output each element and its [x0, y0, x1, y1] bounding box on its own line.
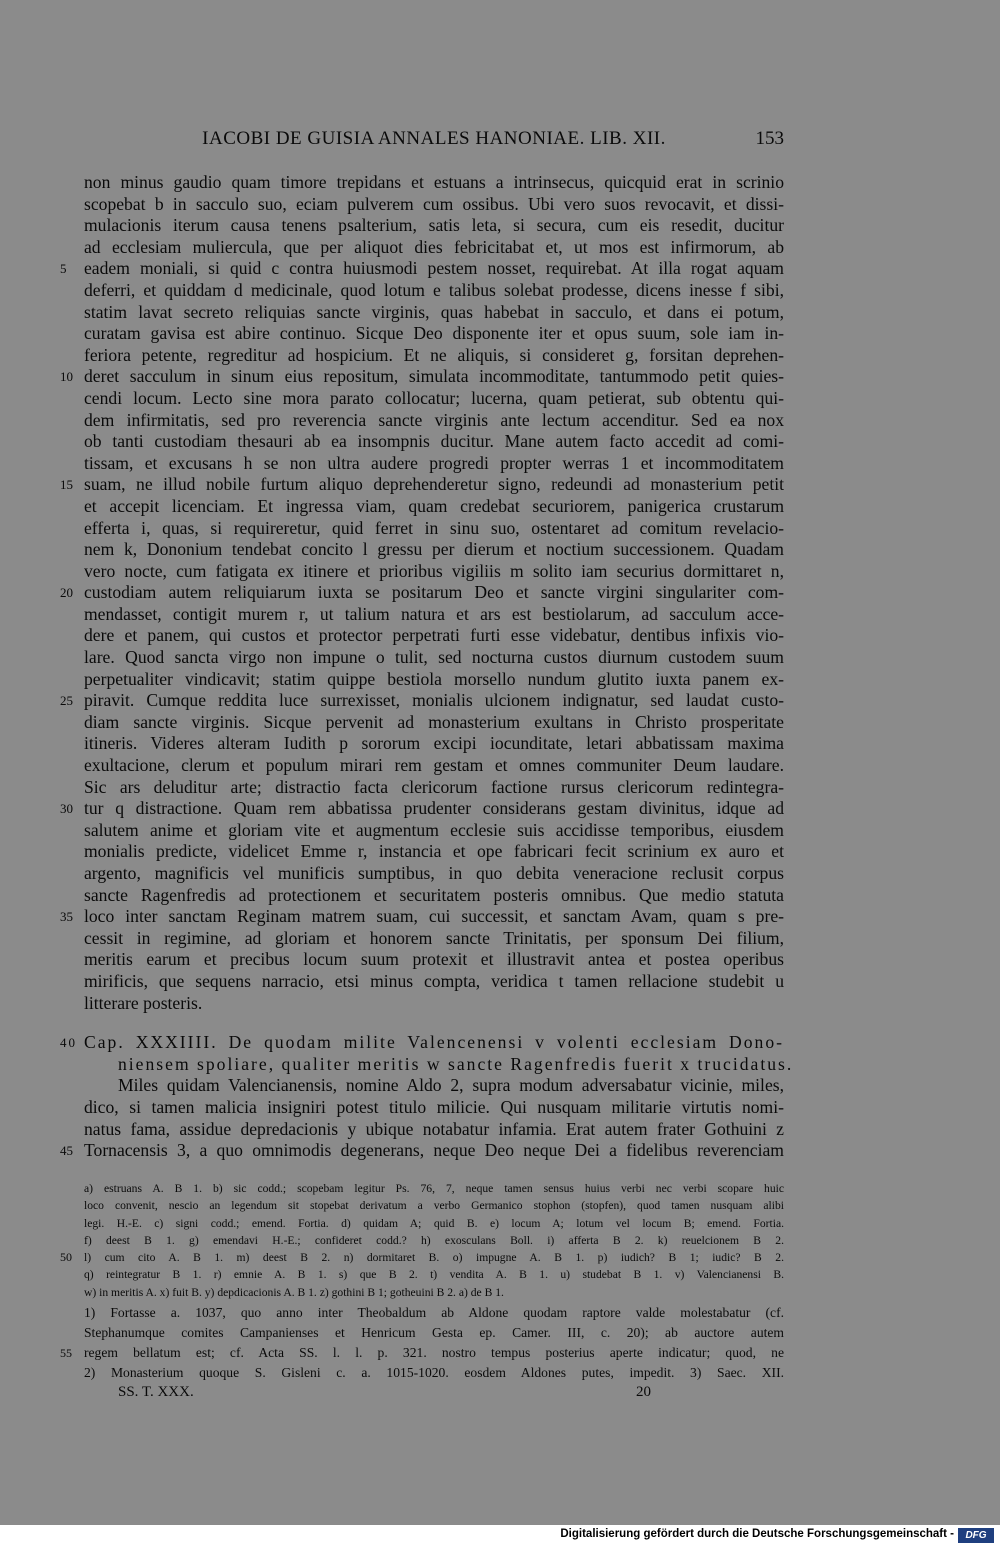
chapter-line: niensem spoliare, qualiter meritis w sancte Ragenfredis fuerit x trucidatus.: [118, 1053, 794, 1074]
text-line: non minus gaudio quam timore trepidans et estuans a intrinsecus, quicquid erat in scrinio: [84, 172, 784, 192]
text-line: meritis earum et precibus locum suum protexit et illustravit antea et postea operibus: [84, 949, 784, 970]
sheet-number: 20: [636, 1384, 651, 1400]
section-gap: [84, 1014, 784, 1032]
text-line: sancte Ragenfredis ad protectionem et securitatem posteris omnibus. Que medio statuta: [84, 884, 784, 905]
text-line: itineris. Videres alteram Iudith p sororum excipi iocunditate, letari abbatissam maxima: [84, 733, 784, 754]
apparatus-line: f) deest B 1. g) emendavi H.-E.; confideret codd.? h) exosculans Boll. i) afferta B 2. k) reuelcionem B 2.: [84, 1233, 784, 1247]
chapter-line: Miles quidam Valencianensis, nomine Aldo 2, supra modum adversabatur vicinie, miles,: [118, 1075, 784, 1096]
text-line: custodiam autem reliquiarum iuxta se positarum Deo et sancte virgini singulariter com- 20: [60, 582, 784, 603]
text-line: perpetualiter vindicavit; statim quippe bestiola morsello nundum glutito iuxta panem ex-: [84, 668, 784, 689]
text-line: feriora petente, regreditur ad hospicium. Et ne aliquis, si consideret g, forsitan deprehen-: [84, 344, 784, 365]
text-line: ad ecclesiam muliercula, que per aliquot dies febricitabat et, ut mos est infirmorum, ab: [84, 236, 784, 257]
chapter-line: Tornacensis 3, a quo omnimodis degenerans, neque Deo neque Dei a fidelibus reverenciam 45: [60, 1140, 784, 1161]
text-line: curatam gavisa est abire continuo. Sicque Deo disponente iter et opus suum, sole iam in-: [84, 323, 784, 344]
footnotes: [60, 1303, 784, 1383]
text-line: lare. Quod sancta virgo non impune o tulit, sed nocturna custos diurnum custodem suum: [84, 647, 784, 668]
apparatus-line: a) estruans A. B 1. b) sic codd.; scopebam legitur Ps. 76, 7, neque tamen sensus huius verbi nec verbi scopare huic: [84, 1182, 784, 1195]
line-number: 5: [60, 261, 67, 277]
text-line: dem infirmitatis, sed pro reverencia sancte virginis ante lectum accenditur. Sed ea nox: [84, 409, 784, 430]
line-number: 20: [60, 585, 73, 601]
line-number: 50: [60, 1250, 72, 1265]
line-number: 30: [60, 801, 73, 817]
text-line: efferta i, quas, si requireretur, quid ferret in sinu suo, ostentaret ad comitum revelacio-: [84, 517, 784, 538]
footnote-line: 2) Monasterium quoque S. Gisleni c. a. 1015-1020. eosdem Aldones putes, impedit. 3) Saec. XII.: [84, 1365, 784, 1380]
footnote-line: Stephanumque comites Campanienses et Henricum Gesta ep. Camer. III, c. 20); ab auctore autem: [84, 1325, 784, 1340]
text-line: tur q distractione. Quam rem abbatissa prudenter considerans gestam divinitus, idque ad 30: [60, 798, 784, 819]
apparatus-line: l) cum cito A. B 1. m) deest B 2. n) dormitaret B. o) impugne A. B 1. p) iudich? B 1; iudic? B 2. 50: [84, 1249, 784, 1266]
line-number: 55: [60, 1346, 72, 1360]
text-line: dere et panem, qui custos et protector perpetrati furti esse videbatur, dentibus infixis vio-: [84, 625, 784, 646]
text-line: litterare posteris.: [84, 992, 203, 1013]
text-line: tissam, et excusans h se non ultra audere progredi propter werras 1 et incommoditatem: [84, 452, 784, 473]
text-line: et accepit licenciam. Et ingressa viam, quam credebat securiorem, panigerica crustarum: [84, 495, 784, 516]
text-line: cendi locum. Lecto sine mora parato collocatur; lucerna, quam petierat, sub obtentu qui-: [84, 387, 784, 408]
chapter-line: dico, si tamen malicia insigniri potest titulo milicie. Qui nusquam militarie virtutis nomi-: [84, 1096, 784, 1117]
line-number: 40: [60, 1035, 77, 1051]
text-line: deret sacculum in sinum eius repositum, simulata incommoditate, tantummodo petit quies- 10: [60, 366, 784, 387]
text-line: salutem anime et gloriam vite et augmentum ecclesie suis accidisse temporibus, eiusdem: [84, 819, 784, 840]
text-line: cessit in regimine, ad gloriam et honorem sancte Trinitatis, per sponsum Dei filium,: [84, 927, 784, 948]
footnote-line: regem bellatum est; cf. Acta SS. l. l. p. 321. nostro tempus posterius aperte indicatur; quod, ne 55: [84, 1343, 784, 1363]
line-number: 10: [60, 369, 73, 385]
digitization-footer: [0, 1525, 1000, 1547]
text-line: suam, ne illud nobile furtum aliquo deprehenderetur signo, redeundi ad monasterium petit 15: [60, 474, 784, 495]
text-line: exultacione, clerum et populum mirari rem gestam et omnes communiter Deum laudare.: [84, 755, 784, 776]
line-number: 25: [60, 693, 73, 709]
text-line: Sic ars deluditur arte; distractio facta clericorum factione rursus clericorum redintegra-: [84, 776, 784, 797]
text-line: statim lavat secreto reliquias sancte virginis, quas habebat in sacculo, et dans ei potum,: [84, 301, 784, 322]
text-line: argento, magnificis vel munificis sumptibus, in quo debita veneracione reclusit corpus: [84, 863, 784, 883]
text-line: mendasset, contigit murem r, ut talium natura et ars est bestiolarum, ad sacculum acce-: [84, 603, 784, 624]
text-line: vero nocte, cum fatigata ex itinere et prioribus vigiliis m solito iam securius dormittaret n,: [84, 560, 784, 581]
text-line: ob tanti custodiam thesauri ab ea insompnis ducitur. Mane autem facto accedit ad comi-: [84, 431, 784, 452]
text-line: diam sancte virginis. Sicque pervenit ad monasterium exultans in Christo prosperitate: [84, 711, 784, 732]
critical-apparatus: [60, 1180, 784, 1301]
apparatus-line: q) reintegratur B 1. r) emnie A. B 1. s) que B 2. t) vendita A. B 1. u) studebat B 1. v) Valencianensi B.: [84, 1268, 784, 1282]
chapter-line: natus fama, assidue depredacionis y ubique notabatur infamia. Erat autem frater Gothuini z: [84, 1118, 784, 1139]
line-number: 15: [60, 477, 73, 493]
line-number: 35: [60, 909, 73, 925]
volume-signature: SS. T. XXX.: [118, 1384, 194, 1400]
text-line: loco inter sanctam Reginam matrem suam, cui successit, et sanctam Avam, quam s pre- 35: [60, 906, 784, 927]
signature-line: [84, 1384, 784, 1406]
chapter-line: Cap. XXXIIII. De quodam milite Valencenensi v volenti ecclesiam Dono- 40: [60, 1032, 784, 1053]
page-number: 153: [755, 128, 784, 149]
apparatus-line: loco convenit, nescio an legendum sit stopebat derivatum a verbo Germanico stophon (stopfen), quod tamen nusquam alibi: [84, 1199, 784, 1213]
funding-notice: Digitalisierung gefördert durch die Deutsche Forschungsgemeinschaft -: [560, 1528, 954, 1540]
text-line: piravit. Cumque reddita luce surrexisset, monialis ulcionem indignatur, sed laudat custo- 25: [60, 690, 784, 711]
text-line: deferri, et quiddam d medicinale, quod lotum e talibus solebat prodesse, dicens inesse f sibi,: [84, 279, 784, 300]
dfg-logo: DFG: [958, 1528, 994, 1543]
text-line: eadem moniali, si quid c contra huiusmodi pestem nosset, requirebat. At illa rogat aquam 5: [60, 258, 784, 279]
running-title: IACOBI DE GUISIA ANNALES HANONIAE. LIB. XII.: [202, 128, 666, 149]
line-number: 45: [60, 1143, 73, 1159]
text-line: mulacionis iterum causa tenens psalterium, satis leta, si secura, cum eis resedit, ducitur: [84, 215, 784, 236]
page-header: [84, 128, 784, 154]
main-text: [60, 172, 794, 1162]
footnote-line: 1) Fortasse a. 1037, quo anno inter Theobaldum ab Aldone quodam raptore valde molestabatur (cf.: [84, 1305, 784, 1320]
apparatus-line: legi. H.-E. c) signi codd.; emend. Fortia. d) quidam A; quid B. e) locum A; lotum vel locum B; emend. Fortia.: [84, 1216, 784, 1230]
text-line: scopebat b in sacculo suo, eciam pulverem cum ossibus. Ubi vero suos revocavit, et dissi-: [84, 193, 784, 214]
text-line: monialis predicte, videlicet Emme r, instancia et ope fabricari fecit scrinium ex auro et: [84, 841, 784, 862]
apparatus-line: w) in meritis A. x) fuit B. y) depdicacionis A. B 1. z) gothini B 1; gotheuini B 2. a) de B 1.: [84, 1285, 504, 1299]
text-line: mirificis, que sequens narracio, etsi minus compta, veridica t tamen rellacione studebit u: [84, 970, 784, 991]
text-line: nem k, Dononium tendebat concito l gressu per dierum et noctium successionem. Quadam: [84, 539, 784, 560]
